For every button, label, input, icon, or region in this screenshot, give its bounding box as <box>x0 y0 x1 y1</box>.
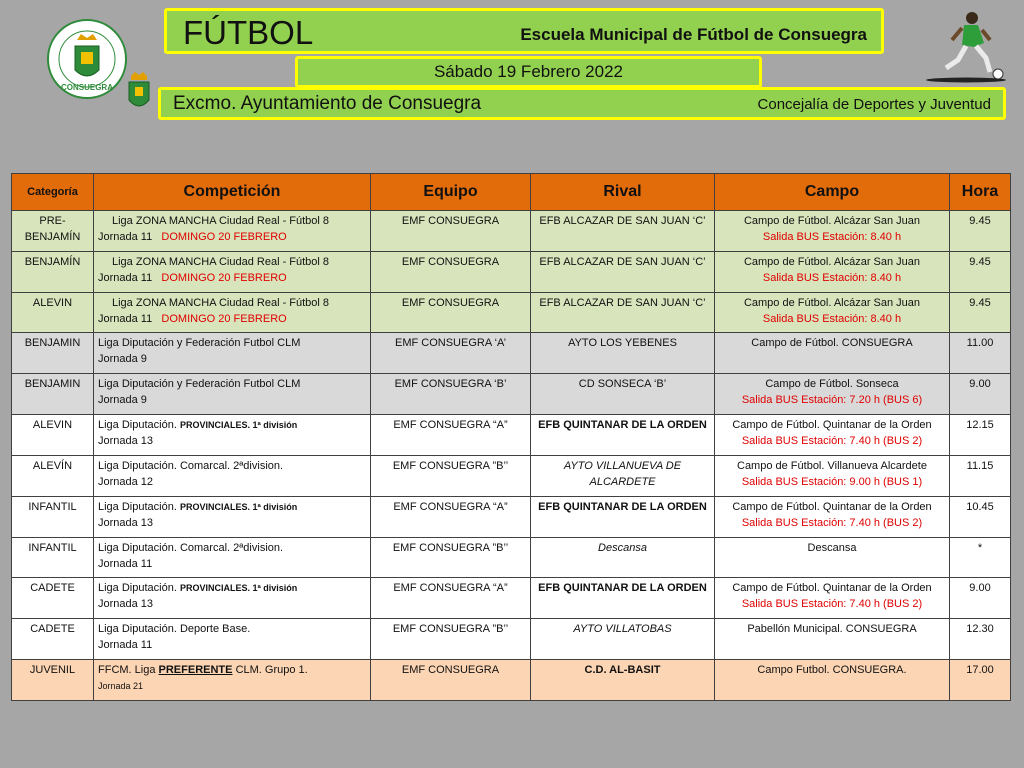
venue-name: Campo de Fútbol. Quintanar de la Orden <box>732 419 932 432</box>
cell-time: 11.00 <box>950 333 1011 374</box>
venue-name: Campo de Fútbol. Alcázar San Juan <box>743 296 921 309</box>
cell-venue <box>715 374 950 415</box>
bus-departure: Salida BUS Estación: 8.40 h <box>762 312 902 325</box>
table-row <box>12 455 1011 496</box>
competition-league: FFCM. Liga <box>98 664 156 677</box>
escuela-futbol-logo <box>46 18 128 100</box>
competition-name: Liga ZONA MANCHA Ciudad Real - Fútbol 8 <box>112 296 330 309</box>
competition-round <box>98 270 366 286</box>
competition-name <box>98 417 366 433</box>
cell-competition <box>94 619 371 660</box>
match-date: Sábado 19 Febrero 2022 <box>433 62 624 81</box>
date-banner <box>295 56 762 88</box>
cell-time: 12.15 <box>950 415 1011 456</box>
table-row <box>12 292 1011 333</box>
cell-rival: AYTO VILLANUEVA DE ALCARDETE <box>531 455 715 496</box>
page-title: FÚTBOL <box>183 14 314 51</box>
competition-round: Jornada 11 <box>98 557 153 570</box>
competition-division: PROVINCIALES. 1ª división <box>179 583 298 594</box>
header-time: Hora <box>950 174 1011 211</box>
cell-venue <box>715 333 950 374</box>
cell-rival: EFB QUINTANAR DE LA ORDEN <box>531 578 715 619</box>
cell-team: EMF CONSUEGRA “A” <box>371 578 531 619</box>
cell-competition <box>94 496 371 537</box>
competition-division: PROVINCIALES. 1ª división <box>179 420 298 431</box>
header-category: Categoría <box>12 174 94 211</box>
cell-team: EMF CONSUEGRA “A” <box>371 496 531 537</box>
bus-departure: Salida BUS Estación: 7.40 h (BUS 2) <box>741 598 923 611</box>
competition-round: Jornada 11 <box>98 639 153 652</box>
cell-team: EMF CONSUEGRA <box>371 251 531 292</box>
table-row <box>12 496 1011 537</box>
competition-round: Jornada 13 <box>98 516 154 529</box>
cell-competition <box>94 660 371 701</box>
cell-category: INFANTIL <box>12 496 94 537</box>
cell-category: BENJAMÍN <box>12 251 94 292</box>
cell-time: 9.00 <box>950 374 1011 415</box>
table-header-row <box>12 174 1011 211</box>
cell-venue <box>715 415 950 456</box>
cell-rival: EFB ALCAZAR DE SAN JUAN ‘C’ <box>531 292 715 333</box>
table-row <box>12 660 1011 701</box>
ayuntamiento-coat-of-arms <box>126 72 152 114</box>
cell-venue <box>715 660 950 701</box>
table-row <box>12 374 1011 415</box>
cell-category: BENJAMIN <box>12 333 94 374</box>
cell-venue <box>715 455 950 496</box>
venue-name: Campo de Fútbol. Alcázar San Juan <box>743 215 921 227</box>
cell-rival: AYTO VILLATOBAS <box>531 619 715 660</box>
cell-category <box>12 211 94 252</box>
cell-time: * <box>950 537 1011 578</box>
competition-division: PROVINCIALES. 1ª división <box>179 501 298 512</box>
competition-name: Liga ZONA MANCHA Ciudad Real - Fútbol 8 <box>112 215 330 227</box>
football-player-icon <box>924 8 1008 84</box>
cell-category: BENJAMIN <box>12 374 94 415</box>
table-row <box>12 537 1011 578</box>
round-text: Jornada 11 <box>98 271 153 284</box>
cell-competition <box>94 251 371 292</box>
competition-round <box>98 311 366 327</box>
round-text: Jornada 11 <box>98 312 153 325</box>
council-name: Excmo. Ayuntamiento de Consuegra <box>173 93 482 114</box>
header-rival: Rival <box>531 174 715 211</box>
table-row <box>12 333 1011 374</box>
category-text: PRE- BENJAMÍN <box>24 215 81 243</box>
cell-team: EMF CONSUEGRA ‘A’ <box>371 333 531 374</box>
cell-category: JUVENIL <box>12 660 94 701</box>
table-row <box>12 211 1011 252</box>
cell-rival: AYTO LOS YEBENES <box>531 333 715 374</box>
cell-time: 11.15 <box>950 455 1011 496</box>
cell-venue <box>715 251 950 292</box>
cell-team: EMF CONSUEGRA “A” <box>371 415 531 456</box>
cell-venue <box>715 292 950 333</box>
competition-name: Liga Diputación. Comarcal. 2ªdivision. <box>98 541 284 554</box>
round-text: Jornada 11 <box>98 231 153 243</box>
venue-name: Descansa <box>807 541 857 554</box>
cell-competition <box>94 415 371 456</box>
cell-rival: CD SONSECA ‘B’ <box>531 374 715 415</box>
venue-name: Campo de Fútbol. Quintanar de la Orden <box>732 582 932 595</box>
competition-name: Liga Diputación y Federación Futbol CLM <box>98 378 301 391</box>
bus-departure: Salida BUS Estación: 7.40 h (BUS 2) <box>741 516 923 529</box>
match-day-note: DOMINGO 20 FEBRERO <box>161 271 287 284</box>
cell-venue <box>715 619 950 660</box>
schedule-table <box>11 173 1011 701</box>
cell-team: EMF CONSUEGRA ‘B’ <box>371 374 531 415</box>
cell-rival: C.D. AL-BASIT <box>531 660 715 701</box>
competition-division: PREFERENTE <box>158 664 233 677</box>
cell-time: 17.00 <box>950 660 1011 701</box>
cell-competition <box>94 578 371 619</box>
table-row <box>12 578 1011 619</box>
cell-time: 9.45 <box>950 251 1011 292</box>
cell-team: EMF CONSUEGRA ”B’’ <box>371 619 531 660</box>
table-row <box>12 415 1011 456</box>
venue-name: Campo de Fútbol. Alcázar San Juan <box>743 255 921 268</box>
competition-round <box>98 229 366 245</box>
svg-text:CONSUEGRA: CONSUEGRA <box>60 83 114 92</box>
cell-competition <box>94 455 371 496</box>
competition-name: Liga ZONA MANCHA Ciudad Real - Fútbol 8 <box>112 255 330 268</box>
cell-team: EMF CONSUEGRA <box>371 292 531 333</box>
bus-departure: Salida BUS Estación: 7.40 h (BUS 2) <box>741 435 923 448</box>
cell-venue <box>715 578 950 619</box>
match-day-note: DOMINGO 20 FEBRERO <box>161 312 287 325</box>
cell-team: EMF CONSUEGRA <box>371 660 531 701</box>
competition-round: Jornada 12 <box>98 475 154 488</box>
venue-name: Campo de Fútbol. Quintanar de la Orden <box>732 500 932 513</box>
cell-competition <box>94 333 371 374</box>
cell-rival: EFB ALCAZAR DE SAN JUAN ‘C’ <box>531 251 715 292</box>
bus-departure: Salida BUS Estación: 8.40 h <box>762 271 902 284</box>
cell-category: CADETE <box>12 619 94 660</box>
venue-name: Campo Futbol. CONSUEGRA. <box>757 664 907 677</box>
cell-rival: Descansa <box>531 537 715 578</box>
competition-round: Jornada 9 <box>98 394 147 407</box>
competition-league: Liga Diputación. <box>98 419 177 432</box>
cell-time: 10.45 <box>950 496 1011 537</box>
cell-rival: EFB QUINTANAR DE LA ORDEN <box>531 496 715 537</box>
cell-time: 12.30 <box>950 619 1011 660</box>
cell-team: EMF CONSUEGRA ”B’’ <box>371 537 531 578</box>
bus-departure: Salida BUS Estación: 8.40 h <box>762 231 902 243</box>
header-competition: Competición <box>94 174 371 211</box>
competition-round: Jornada 13 <box>98 598 154 611</box>
cell-competition <box>94 374 371 415</box>
competition-name <box>98 662 366 678</box>
cell-competition <box>94 211 371 252</box>
venue-name: Campo de Fútbol. CONSUEGRA <box>751 337 913 350</box>
header-venue: Campo <box>715 174 950 211</box>
cell-rival: EFB QUINTANAR DE LA ORDEN <box>531 415 715 456</box>
competition-name: Liga Diputación. Comarcal. 2ªdivision. <box>98 459 284 472</box>
cell-venue <box>715 211 950 252</box>
competition-group: CLM. Grupo 1. <box>235 664 308 677</box>
competition-name <box>98 580 366 596</box>
cell-category: CADETE <box>12 578 94 619</box>
venue-name: Pabellón Municipal. CONSUEGRA <box>747 623 917 636</box>
cell-venue <box>715 496 950 537</box>
cell-category: ALEVIN <box>12 292 94 333</box>
competition-round: Jornada 9 <box>98 353 147 366</box>
cell-category: ALEVIN <box>12 415 94 456</box>
venue-name: Campo de Fútbol. Villanueva Alcardete <box>737 459 927 472</box>
match-day-note: DOMINGO 20 FEBRERO <box>161 231 287 243</box>
school-name: Escuela Municipal de Fútbol de Consuegra <box>520 25 867 44</box>
cell-competition <box>94 537 371 578</box>
competition-name: Liga Diputación y Federación Futbol CLM <box>98 337 301 350</box>
cell-time: 9.45 <box>950 292 1011 333</box>
council-banner <box>158 87 1006 120</box>
competition-league: Liga Diputación. <box>98 582 177 595</box>
competition-name <box>98 499 366 515</box>
cell-category: ALEVÍN <box>12 455 94 496</box>
cell-rival: EFB ALCAZAR DE SAN JUAN ‘C’ <box>531 211 715 252</box>
department-name: Concejalía de Deportes y Juventud <box>757 96 991 113</box>
competition-name: Liga Diputación. Deporte Base. <box>98 623 251 636</box>
cell-venue <box>715 537 950 578</box>
title-banner <box>164 8 884 54</box>
table-row <box>12 619 1011 660</box>
cell-time: 9.45 <box>950 211 1011 252</box>
venue-name: Campo de Fútbol. Sonseca <box>765 378 899 391</box>
table-row <box>12 251 1011 292</box>
cell-team: EMF CONSUEGRA <box>371 211 531 252</box>
competition-league: Liga Diputación. <box>98 500 177 513</box>
competition-round: Jornada 13 <box>98 435 154 448</box>
competition-round: Jornada 21 <box>98 681 144 692</box>
cell-team: EMF CONSUEGRA ”B’’ <box>371 455 531 496</box>
cell-competition <box>94 292 371 333</box>
cell-category: INFANTIL <box>12 537 94 578</box>
bus-departure: Salida BUS Estación: 9.00 h (BUS 1) <box>741 475 923 488</box>
cell-time: 9.00 <box>950 578 1011 619</box>
bus-departure: Salida BUS Estación: 7.20 h (BUS 6) <box>741 394 923 407</box>
header-team: Equipo <box>371 174 531 211</box>
